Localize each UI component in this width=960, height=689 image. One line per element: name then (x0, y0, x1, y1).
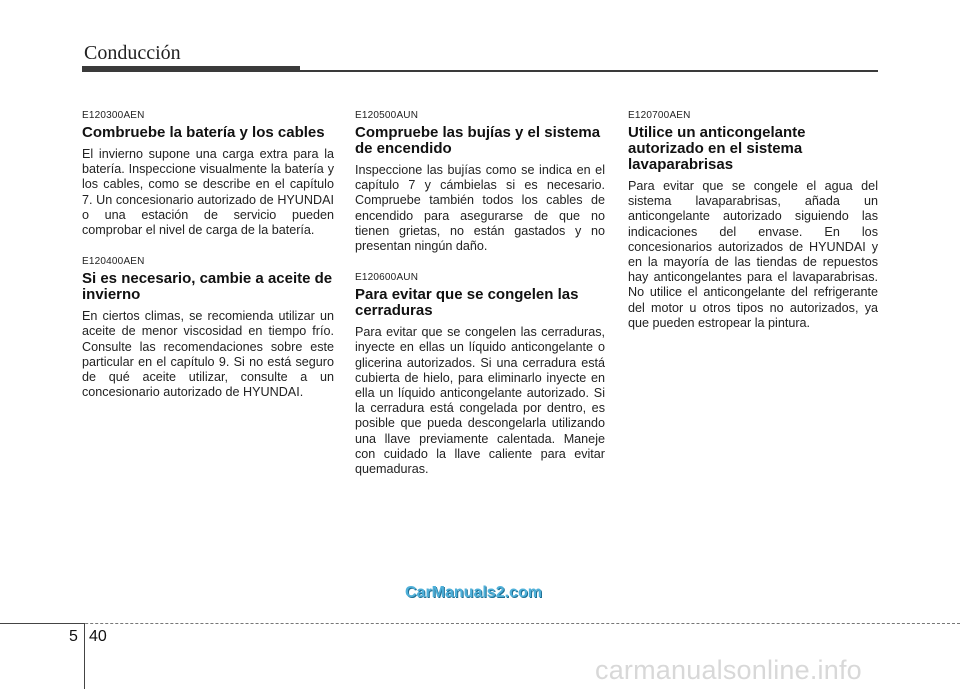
section-body: Para evitar que se congelen las cerraduras, inyecte en ellas un líquido anticongelante o glicerina autorizados. Si una cerradura está cubierta de hielo, para eliminarlo inyecte en ella un líquido anticongelante autorizado. Si la cerradura está congelada por dentro, es posible que pueda descongelarla utilizando una llave previamente calentada. Maneje con cuidado la llave caliente para evitar quemaduras. (355, 325, 605, 477)
section-code: E120700AEN (628, 110, 691, 121)
section-heading: Si es necesario, cambie a aceite de invierno (82, 270, 333, 304)
section-code: E120300AEN (82, 110, 145, 121)
page-header-title: Conducción (84, 42, 181, 64)
footer-rule-solid (0, 623, 84, 624)
section-body: Para evitar que se congele el agua del sistema lavaparabrisas, añada un anticongelante autorizado siguiendo las indicaciones del envase. En los concesionarios autorizados de HYUNDAI y en la mayoría de las tiendas de repuestos hay anticongelantes para el lavaparabrisas. No utilice el anticongelante del refrigerante del motor u otros tipos no autorizados, ya que pueden estropear la pintura. (628, 179, 878, 330)
page-number-divider (84, 623, 85, 689)
header-rule-thin (300, 70, 878, 72)
section-heading: Compruebe las bujías y el sistema de encendido (355, 124, 601, 157)
section-body: Inspeccione las bujías como se indica en el capítulo 7 y cámbielas si es necesario. Compruebe también todos los cables de encendido para asegurarse de que no tienen grietas, no están gastados y no presentan ningún daño. (355, 163, 605, 254)
section-code: E120400AEN (82, 256, 145, 268)
header-rule-thick (82, 66, 300, 72)
section-winter-oil (82, 256, 334, 400)
watermark-carmanualsonline: carmanualsonline.info (595, 655, 862, 685)
column-right (628, 110, 878, 349)
section-battery (82, 110, 334, 238)
chapter-number: 5 (69, 628, 78, 645)
column-left (82, 110, 334, 418)
section-body: El invierno supone una carga extra para la batería. Inspeccione visualmente la batería y los cables, como se describe en el capítulo 7. Un concesionario autorizado de HYUNDAI o una estación de servicio pueden comprobar el nivel de carga de la batería. (82, 147, 334, 238)
section-door-locks (355, 272, 605, 477)
section-heading: Combruebe la batería y los cables (82, 124, 325, 141)
watermark-carmanuals2: CarManuals2.com (405, 584, 542, 601)
page-number: 40 (89, 628, 107, 645)
section-washer-antifreeze (628, 110, 878, 331)
section-body: En ciertos climas, se recomienda utilizar un aceite de menor viscosidad en tiempo frío. Consulte las recomendaciones sobre este particular en el capítulo 9. Si no está seguro de qué aceite utilizar, consulte a un concesionario autorizado de HYUNDAI. (82, 309, 334, 400)
section-heading: Utilice un anticongelante autorizado en el sistema lavaparabrisas (628, 124, 806, 173)
section-code: E120500AUN (355, 110, 419, 121)
section-spark-plugs (355, 110, 605, 254)
section-heading: Para evitar que se congelen las cerraduras (355, 286, 579, 320)
column-middle (355, 110, 605, 495)
footer-rule-dashed (0, 623, 960, 624)
section-code: E120600AUN (355, 272, 419, 284)
